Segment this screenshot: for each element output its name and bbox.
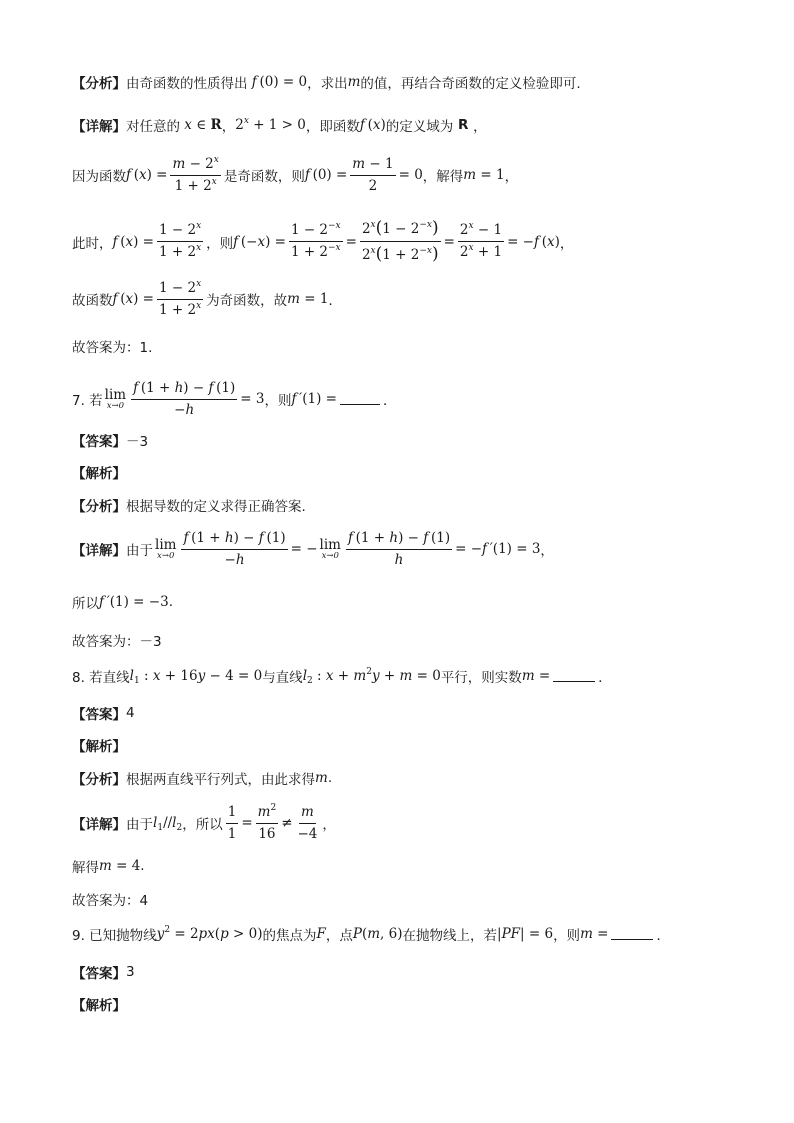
answer-label: 【答案】 [72,434,126,450]
q8-solve-line [72,856,734,876]
text: ． [656,928,670,944]
fraction: $\frac{m - 1}{2}$ [352,156,394,194]
formula: $y^2 = 2px(p > 0)$ [156,925,263,942]
q9-stem [72,924,734,944]
text: ，解得 [422,169,464,186]
q7-so-line [72,592,734,612]
fraction: $\frac{f (1 + h) - f (1)}{-h}$ [183,530,286,568]
text: 因为函数 [72,169,126,186]
formula: f (x) = [112,291,154,308]
answer-label: 【答案】 [72,966,126,982]
text: 在抛物线上，若 [402,928,497,944]
text: 由于 [126,543,153,560]
fraction: $\frac{m^2}{16}$ [257,803,277,842]
not-equal: ≠ [281,815,293,832]
text: 此时， [72,235,113,252]
fraction: $\frac{1 - 2^x}{1 + 2^x}$ [158,279,202,318]
question-number: 7. 若 [72,393,103,410]
formula: = 0 [398,167,423,184]
text: 的值，再结合奇函数的定义检验即可. [360,76,581,92]
fraction: $\frac{f (1 + h) - f (1)}{h}$ [347,530,451,568]
formula: f (0) = [304,167,348,184]
formula: f (0) = 0 [247,74,308,90]
q6-then-line [72,218,734,266]
formula: m = 1 [463,167,505,184]
text: 是奇函数，则 [223,169,305,186]
q6-detail-line [72,115,734,135]
analysis-label: 【分析】 [72,76,126,92]
answer-label: 【答案】 [72,707,126,723]
fraction: $\frac{2^x - 1}{2^x + 1}$ [459,221,503,261]
set-r: R [453,117,474,133]
q9-answer [72,962,734,982]
formula: m = [580,926,609,942]
q8-answer-line [72,889,734,909]
text: . [168,594,173,610]
q6-analysis-line [72,72,734,92]
text: 由于 [126,817,153,834]
text: 故函数 [72,293,113,310]
answer-blank[interactable] [611,929,653,940]
q6-so-line [72,280,734,319]
text: . [327,770,333,786]
formula: P(m, 6) [352,926,403,942]
analysis-heading: 【解析】 [72,739,126,755]
analysis-heading: 【解析】 [72,998,126,1014]
answer-blank[interactable] [340,394,380,405]
answer-value: －3 [126,434,149,450]
formula: f ′(1) = −3 [99,594,169,610]
formula: m = 1 [287,291,329,308]
text: 对任意的 [126,119,180,135]
formula: |PF| = 6 [497,926,554,942]
limit: lim x→0 [104,387,127,412]
equals: = [241,815,253,832]
text: ． [598,670,612,686]
limit: lim x→0 [155,537,177,562]
text: ，则 [264,393,292,410]
fraction: $\frac{2^x(1 - 2^{-x})}{2^x(1 + 2^{-x})}$ [361,218,439,265]
var-m: m [347,74,361,90]
text: ， [540,543,554,560]
text: ，即函数 [305,119,360,135]
formula: f (x) = [112,233,154,250]
q7-detail-line [72,530,734,569]
q7-analysis-heading [72,462,734,482]
fraction: $\frac{m - 2^x}{1 + 2^x}$ [172,155,219,194]
text: ， [504,169,519,186]
answer-blank[interactable] [553,671,595,682]
analysis-label: 【分析】 [72,499,126,515]
q6-because-line [72,156,734,195]
equals: = [443,233,455,250]
formula: $l_1$ : x + 16y − 4 = 0 [129,668,263,686]
q9-analysis-heading [72,994,734,1014]
q7-answer [72,430,734,450]
equals: = [345,233,357,250]
detail-label: 【详解】 [72,119,126,135]
fraction: $\frac{m}{-4}$ [297,804,318,842]
question-number: 8. 若直线 [72,670,130,686]
fraction: $\frac{1 - 2^{-x}}{1 + 2^{-x}}$ [290,221,341,261]
formula: = −f (x) [507,233,560,250]
q6-answer-line [72,336,734,356]
formula: = 3 [240,391,265,408]
q8-stem [72,666,734,686]
fraction: $\frac{f (1 + h) - f (1)}{-h}$ [133,380,236,418]
text: 所以 [72,596,99,612]
fraction: $\frac{1}{1}$ [227,804,237,842]
equals: = − [290,541,318,558]
detail-label: 【详解】 [72,817,126,834]
q7-answer-line [72,630,734,650]
formula: $l_2$ : $x + m^2y + m = 0$ [302,667,441,686]
text: 故答案为：1. [72,340,153,356]
text: 的焦点为 [262,928,317,944]
text: 根据两直线平行列式，由此求得 [126,772,315,788]
text: ， [559,235,574,252]
text: ， [473,119,487,135]
formula: m = 4 [99,858,141,874]
question-number: 9. 已知抛物线 [72,928,157,944]
var-f: F [316,926,326,942]
text: ， [322,817,336,834]
text: ，点 [325,928,353,944]
text: ，所以 [182,817,223,834]
answer-value: 4 [126,705,135,721]
text: . [140,858,145,874]
text: ，则 [553,928,581,944]
q8-analysis-line [72,768,734,788]
formula: f (x) [359,117,386,133]
detail-label: 【详解】 [72,543,126,560]
text: 与直线 [262,670,303,686]
limit: lim x→0 [319,537,341,562]
text: ． [382,393,397,410]
text: ，则 [206,235,234,252]
text: 为奇函数，故 [206,293,288,310]
formula: $2^x + 1 > 0$ [235,116,306,133]
text: ． [328,293,342,310]
formula: = −f ′(1) = 3 [455,541,541,558]
text: 由奇函数的性质得出 [126,76,248,92]
formula: x ∈ R [180,117,222,133]
q8-answer [72,703,734,723]
formula: f (−x) = [233,233,286,250]
formula: f (x) = [126,167,168,184]
q7-stem [72,380,734,419]
text: 平行，则实数 [440,670,522,686]
q7-analysis-line [72,495,734,515]
text: 根据导数的定义求得正确答案. [126,499,306,515]
var-m: m [315,770,328,786]
text: 故答案为：－3 [72,634,162,650]
text: ，求出 [307,76,348,92]
answer-value: 3 [126,964,135,980]
text: 解得 [72,860,99,876]
text: ， [221,119,236,135]
text: 故答案为：4 [72,893,149,909]
text: 的定义域为 [385,119,454,135]
q8-detail-line [72,804,734,843]
q8-analysis-heading [72,735,734,755]
analysis-heading: 【解析】 [72,466,126,482]
formula: $l_1//l_2$ [153,815,183,834]
formula: f ′(1) = [291,391,337,408]
analysis-label: 【分析】 [72,772,126,788]
fraction: $\frac{1 - 2^x}{1 + 2^x}$ [158,221,202,261]
formula: m = [521,668,551,684]
